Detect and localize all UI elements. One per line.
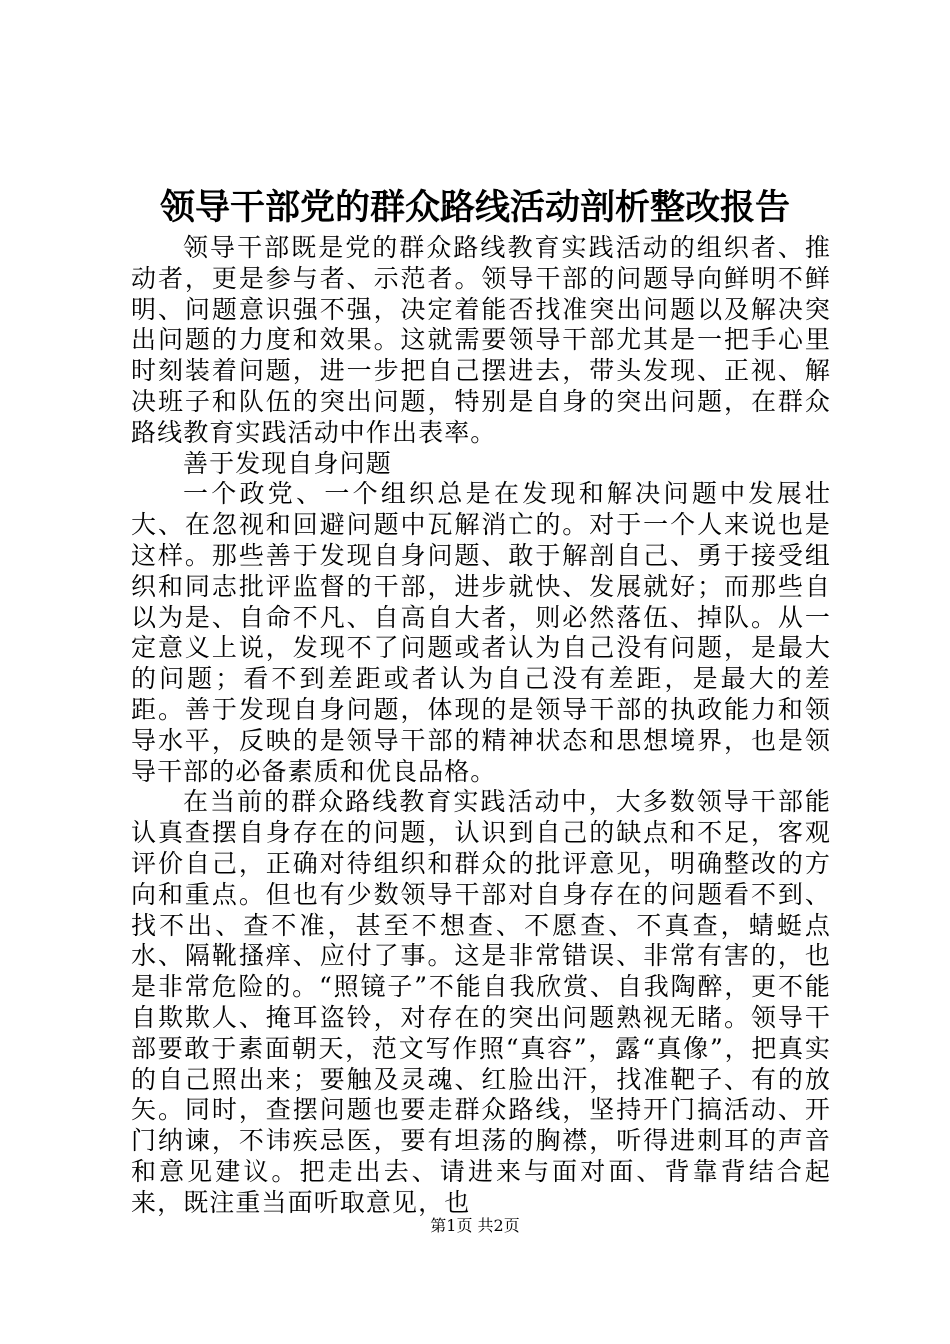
section-heading: 善于发现自身问题 xyxy=(183,448,392,478)
paragraph-discover-problems: 一个政党、一个组织总是在发现和解决问题中发展壮大、在忽视和回避问题中瓦解消亡的。对于一个人来说也是这样。那些善于发现自身问题、敢于解剖自己、勇于接受组织和同志批评监督的干部，进步就快、发展就好；而那些自以为是、自命不凡、自高自大者，则必然落伍、掉队。从一定意义上说，发现不了问题或者认为自己没有问题，是最大的问题；看不到差距或者认为自己没有差距，是最大的差距。善于发现自身问题，体现的是领导干部的执政能力和领导水平，反映的是领导干部的精神状态和思想境界，也是领导干部的必备素质和优良品格。 xyxy=(131,479,831,786)
paragraph-current-activity: 在当前的群众路线教育实践活动中，大多数领导干部能认真查摆自身存在的问题，认识到自己的缺点和不足，客观评价自己，正确对待组织和群众的批评意见，明确整改的方向和重点。但也有少数领导干部对自身存在的问题看不到、找不出、查不准，甚至不想查、不愿查、不真查，蜻蜓点水、隔靴搔痒、应付了事。这是非常错误、非常有害的，也是非常危险的。“照镜子”不能自我欣赏、自我陶醉，更不能自欺欺人、掩耳盗铃，对存在的突出问题熟视无睹。领导干部要敢于素面朝天，范文写作照“真容”，露“真像”，把真实的自己照出来；要触及灵魂、红脸出汗，找准靶子、有的放矢。同时，查摆问题也要走群众路线，坚持开门搞活动、开门纳谏，不讳疾忌医，要有坦荡的胸襟，听得进刺耳的声音和意见建议。把走出去、请进来与面对面、背靠背结合起来，既注重当面听取意见，也 xyxy=(131,787,831,1217)
page-footer: 第1页 共2页 xyxy=(430,1216,520,1235)
document-body xyxy=(131,233,831,1219)
document-title: 领导干部党的群众路线活动剖析整改报告 xyxy=(159,187,790,228)
paragraph-intro: 领导干部既是党的群众路线教育实践活动的组织者、推动者，更是参与者、示范者。领导干部的问题导向鲜明不鲜明、问题意识强不强，决定着能否找准突出问题以及解决突出问题的力度和效果。这就需要领导干部尤其是一把手心里时刻装着问题，进一步把自己摆进去，带头发现、正视、解决班子和队伍的突出问题，特别是自身的突出问题，在群众路线教育实践活动中作出表率。 xyxy=(131,233,831,447)
